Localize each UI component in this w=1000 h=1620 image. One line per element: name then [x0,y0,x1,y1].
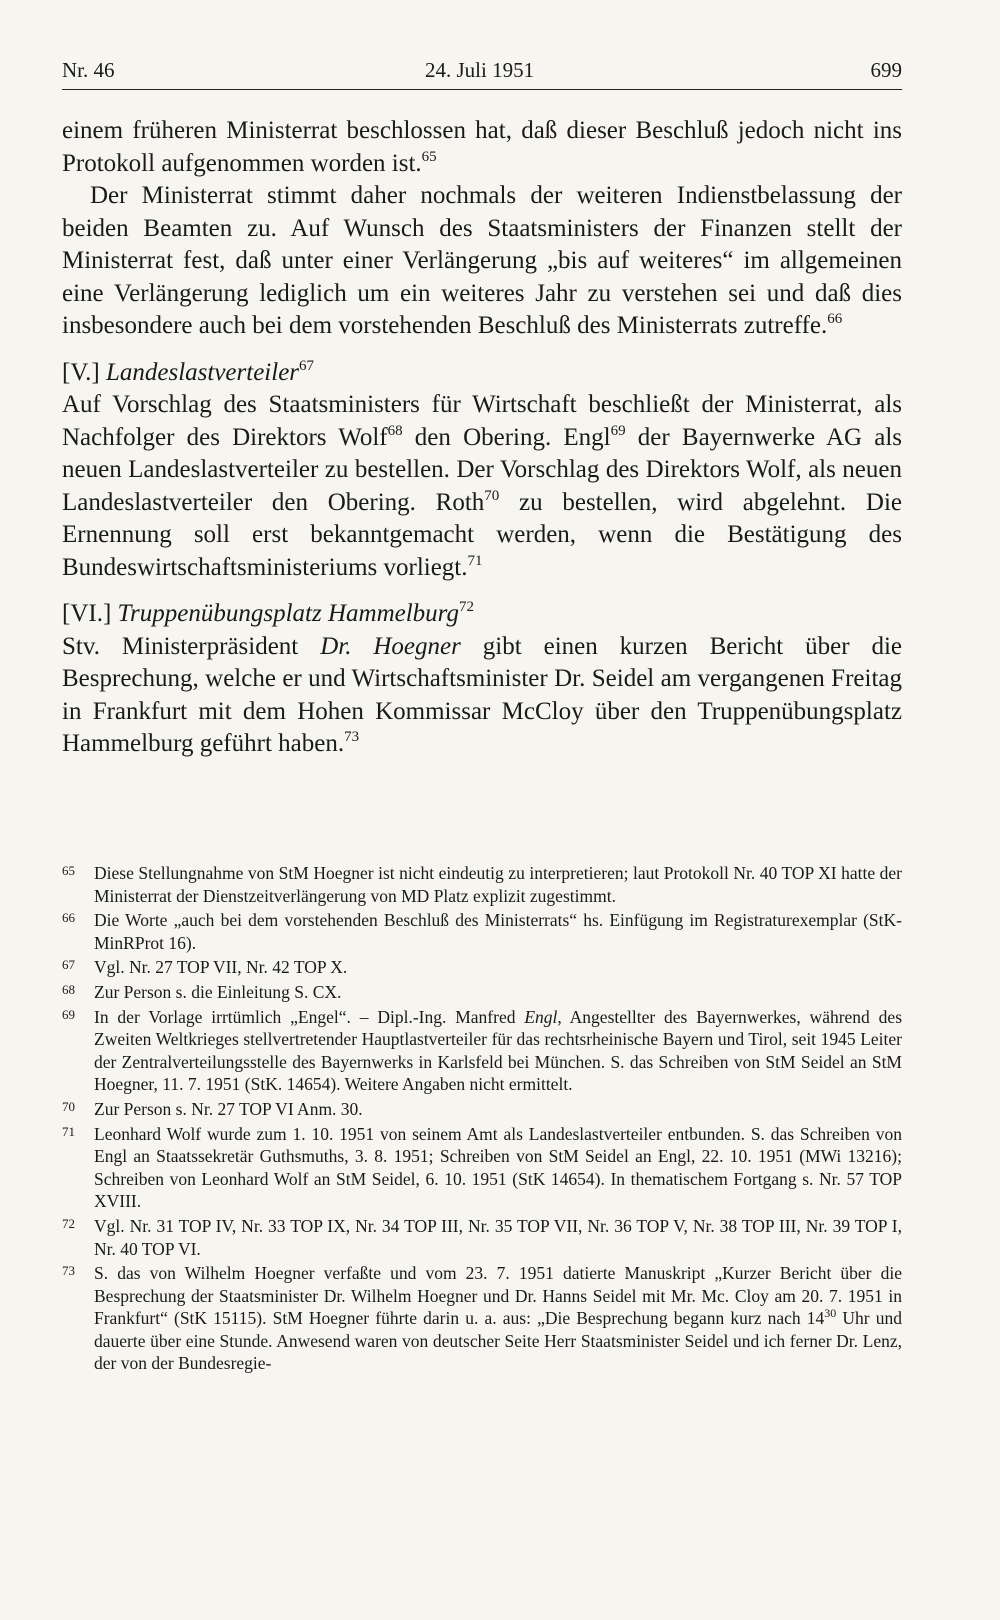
footnote [62,909,902,954]
footnote-text: S. das von Wilhelm Hoegner verfaßte und vom 23. 7. 1951 datierte Manuskript „Kurzer Bericht über die Besprechung der Staatsminister Dr. Wilhelm Hoegner und Dr. Hanns Seidel mit Mr. Mc. Cloy am 20. 7. 1951 in Frankfurt“ (StK 15115). StM Hoegner führte darin u. a. aus: „Die Besprechung begann kurz nach 14 [94,1263,902,1329]
footnote-ref: 68 [387,422,403,439]
footnote-ref: 69 [610,422,626,439]
paragraph-text: zu bestellen, wird abgelehnt. Die Ernennung soll erst bekanntgemacht werden, wenn die Bestätigung des Bundeswirtschaftsministeriums vorliegt. [62,488,902,581]
footnote-number: 73 [62,1263,75,1279]
footnote-number: 67 [62,957,75,973]
paragraph-text: Stv. Ministerpräsident [62,632,321,660]
footnote-number: 68 [62,981,75,997]
footnote-text: Vgl. Nr. 31 TOP IV, Nr. 33 TOP IX, Nr. 34 TOP III, Nr. 35 TOP VII, Nr. 36 TOP V, Nr. 38 TOP III, Nr. 39 TOP I, Nr. 40 TOP VI. [94,1215,902,1259]
section-number: [V.] [62,358,100,386]
footnote [62,1262,902,1375]
section-number: [VI.] [62,600,112,627]
footnote-text: Die Worte „auch bei dem vorstehenden Beschluß des Ministerrats“ hs. Einfügung im Registraturexemplar (StK-MinRProt 16). [94,910,902,953]
footnote-text: Leonhard Wolf wurde zum 1. 10. 1951 von seinem Amt als Landeslastverteiler entbunden. S. das Schreiben von Engl an Staatssekretär Guthsmuths, 3. 8. 1951; Schreiben von StM Seidel an Engl, 22. 10. 1951 (MWi 13216); Schreiben von Leonhard Wolf an StM Seidel, 6. 10. 1951 (StK 14654). In thematischem Fortgang s. Nr. 57 TOP XVIII. [94,1123,902,1212]
footnote-number: 66 [62,910,75,926]
document-number: Nr. 46 [62,58,115,82]
footnote-number: 70 [62,1098,75,1114]
footnote [62,981,902,1004]
paragraph [62,389,902,584]
section-title: Landeslastverteiler [105,358,300,386]
running-header [62,52,902,86]
section-heading [62,598,902,631]
header-rule [62,89,902,90]
footnote-text: Vgl. Nr. 27 TOP VII, Nr. 42 TOP X. [94,957,348,978]
footnote-ref: 67 [299,357,315,374]
page-number: 699 [870,58,902,82]
footnote-ref: 71 [467,552,483,569]
person-name: Engl [524,1006,558,1027]
footnote-number: 71 [62,1123,75,1139]
footnote-ref: 66 [827,311,843,327]
footnote [62,1006,902,1096]
footnote-ref: 73 [344,729,360,745]
footnote [62,956,902,979]
footnote-text: Zur Person s. Nr. 27 TOP VI Anm. 30. [94,1098,363,1119]
paragraph-text: Auf Vorschlag des Staatsministers für Wirtschaft beschließt der Ministerrat, als Nachfolger des Direktors Wolf [62,391,902,451]
paragraph-text: der Bayernwerke AG als neuen Landeslastverteiler zu bestellen. Der Vorschlag des Direktors Wolf, als neuen Landeslastverteiler den Obering. Roth [62,423,902,516]
time-superscript: 30 [824,1306,837,1321]
document-date: 24. Juli 1951 [425,58,535,82]
footnote-text: Diese Stellungnahme von StM Hoegner ist nicht eindeutig zu interpretieren; laut Protokoll Nr. 40 TOP XI hatte der Ministerrat der Dienstzeitverlängerung von MD Platz explizit zugestimmt. [94,863,902,906]
footnote-ref: 65 [421,148,437,165]
footnote-ref: 70 [484,487,500,504]
footnote-number: 65 [62,863,75,878]
paragraph [62,180,902,343]
footnote-text: , Angestellter des Bayernwerkes, während des Zweiten Weltkrieges stellvertretender Hauptlastverteiler für das rechtsrheinische Bayern und Tirol, seit 1945 Leiter der Zentralverteilungsstelle des Bayernwerks in Karlsfeld bei München. S. das Schreiben von StM Seidel an StM Hoegner, 11. 7. 1951 (StK. 14654). Weitere Angaben nicht ermittelt. [94,1006,902,1095]
footnote [62,862,902,907]
footnote [62,1123,902,1213]
footnote-number: 72 [62,1215,75,1231]
paragraph [62,115,902,180]
footnote [62,1215,902,1260]
paragraph-text: den Obering. Engl [402,423,611,451]
footnote-ref: 72 [459,599,474,615]
footnote-text: Uhr und dauerte über eine Stunde. Anwesend waren von deutscher Seite Herr Staatsminister Seidel und ich ferner Dr. Lenz, der von der Bundesregie- [94,1308,902,1374]
section-heading [62,357,902,390]
section-title: Truppenübungsplatz Hammelburg [117,600,459,627]
paragraph-text: Der Ministerrat stimmt daher nochmals der weiteren Indienstbelassung der beiden Beamten zu. Auf Wunsch des Staatsministers der Finanzen stellt der Ministerrat fest, daß unter einer Verlängerung „bis auf weiteres“ im allgemeinen eine Verlängerung lediglich um ein weiteres Jahr zu verstehen sei und daß dies insbesondere auch bei dem vorstehenden Beschluß des Ministerrats zutreffe. [62,182,902,339]
person-name: Dr. Hoegner [320,632,461,660]
footnote [62,1098,902,1121]
paragraph-text: gibt einen kurzen Bericht über die Besprechung, welche er und Wirtschaftsminister Dr. Seidel am vergangenen Freitag in Frankfurt mit dem Hohen Kommissar McCloy über den Truppenübungsplatz Hammelburg geführt haben. [62,632,902,757]
footnote-text: In der Vorlage irrtümlich „Engel“. – Dipl.-Ing. Manfred [94,1006,525,1027]
footnote-number: 69 [62,1006,75,1022]
footnotes [62,862,902,1377]
main-text [62,115,902,761]
paragraph [62,631,902,761]
footnote-text: Zur Person s. die Einleitung S. CX. [94,981,342,1002]
paragraph-text: einem früheren Ministerrat beschlossen hat, daß dieser Beschluß jedoch nicht ins Protokoll aufgenommen worden ist. [62,117,902,177]
